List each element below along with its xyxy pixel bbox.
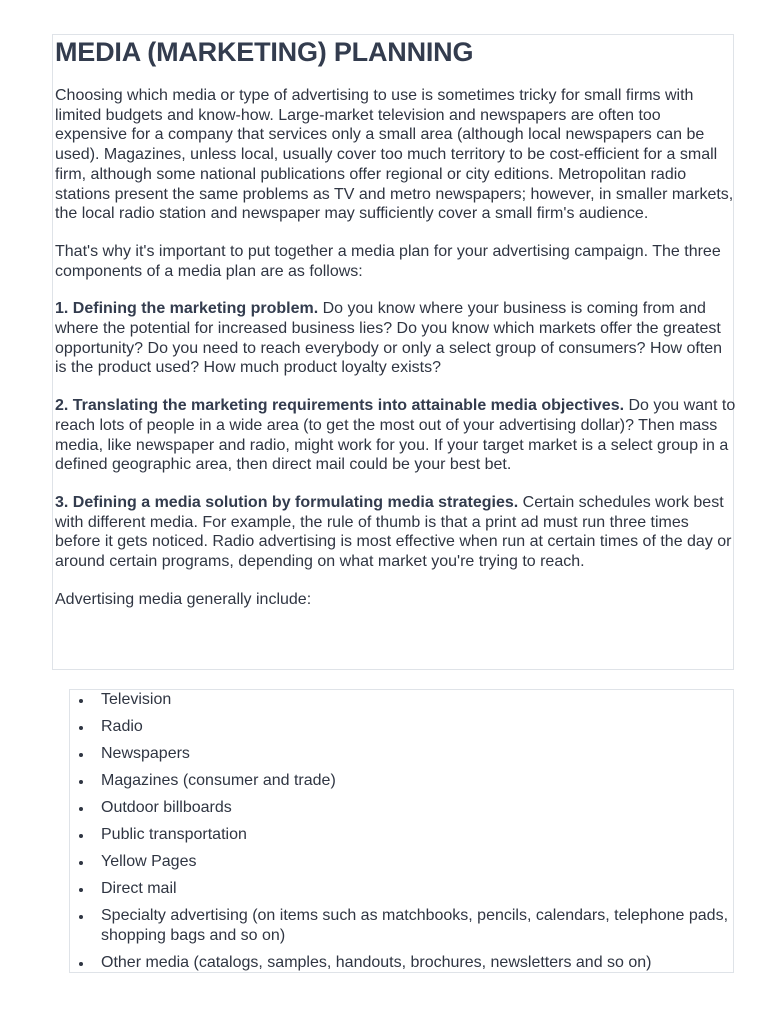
component-paragraph-2 <box>55 396 737 475</box>
component-heading-1: 1. Defining the marketing problem. <box>55 300 319 318</box>
list-item: Yellow Pages <box>101 852 734 872</box>
intro-paragraph: Choosing which media or type of advertising to use is sometimes tricky for small firms with limited budgets and know-how. Large-market television and newspapers are often too expensive for a company that services only a small area (although local newspapers can be used). Magazines, unless local, usually cover too much territory to be cost-efficient for a small firm, although some national publications offer regional or city editions. Metropolitan radio stations present the same problems as TV and metro newspapers; however, in smaller markets, the local radio station and newspaper may sufficiently cover a small firm's audience. <box>55 87 734 223</box>
component-text-1: Do you know where your business is coming from and where the potential for increased business lies? Do you know which markets offer the greatest opportunity? Do you need to reach everybody or only a select group of consumers? How often is the product used? How much product loyalty exists? <box>55 300 723 377</box>
media-list-intro: Advertising media generally include: <box>55 590 312 608</box>
component-paragraph-3 <box>55 493 737 572</box>
article-body <box>55 36 737 609</box>
media-list <box>69 689 734 971</box>
list-item: Direct mail <box>101 879 734 899</box>
component-text-3: Certain schedules work best with different media. For example, the rule of thumb is that a print ad must run three times before it gets noticed. Radio advertising is most effective when run at certain times of the day or around certain programs, depending on what market you're trying to reach. <box>55 493 732 571</box>
list-item: Newspapers <box>101 744 734 764</box>
list-item: Magazines (consumer and trade) <box>101 771 734 791</box>
component-text-2: Do you want to reach lots of people in a wide area (to get the most out of your advertising dollar)? Then mass media, like newspaper and radio, might work for you. If your target market is a select group in a defined geographic area, then direct mail could be your best bet. <box>55 397 736 474</box>
list-item: Television <box>101 690 734 710</box>
component-paragraph-1 <box>55 299 737 378</box>
page-title: MEDIA (MARKETING) PLANNING <box>55 37 474 67</box>
list-item: Specialty advertising (on items such as matchbooks, pencils, calendars, telephone pads, shopping bags and so on) <box>101 906 734 946</box>
component-heading-3: 3. Defining a media solution by formulating media strategies. <box>55 493 519 511</box>
media-plan-intro-paragraph: That's why it's important to put together a media plan for your advertising campaign. The three components of a media plan are as follows: <box>55 242 721 280</box>
list-item: Radio <box>101 717 734 737</box>
list-item: Public transportation <box>101 825 734 845</box>
component-heading-2: 2. Translating the marketing requirements into attainable media objectives. <box>55 397 625 415</box>
list-item: Other media (catalogs, samples, handouts, brochures, newsletters and so on) <box>101 953 734 973</box>
list-item: Outdoor billboards <box>101 798 734 818</box>
